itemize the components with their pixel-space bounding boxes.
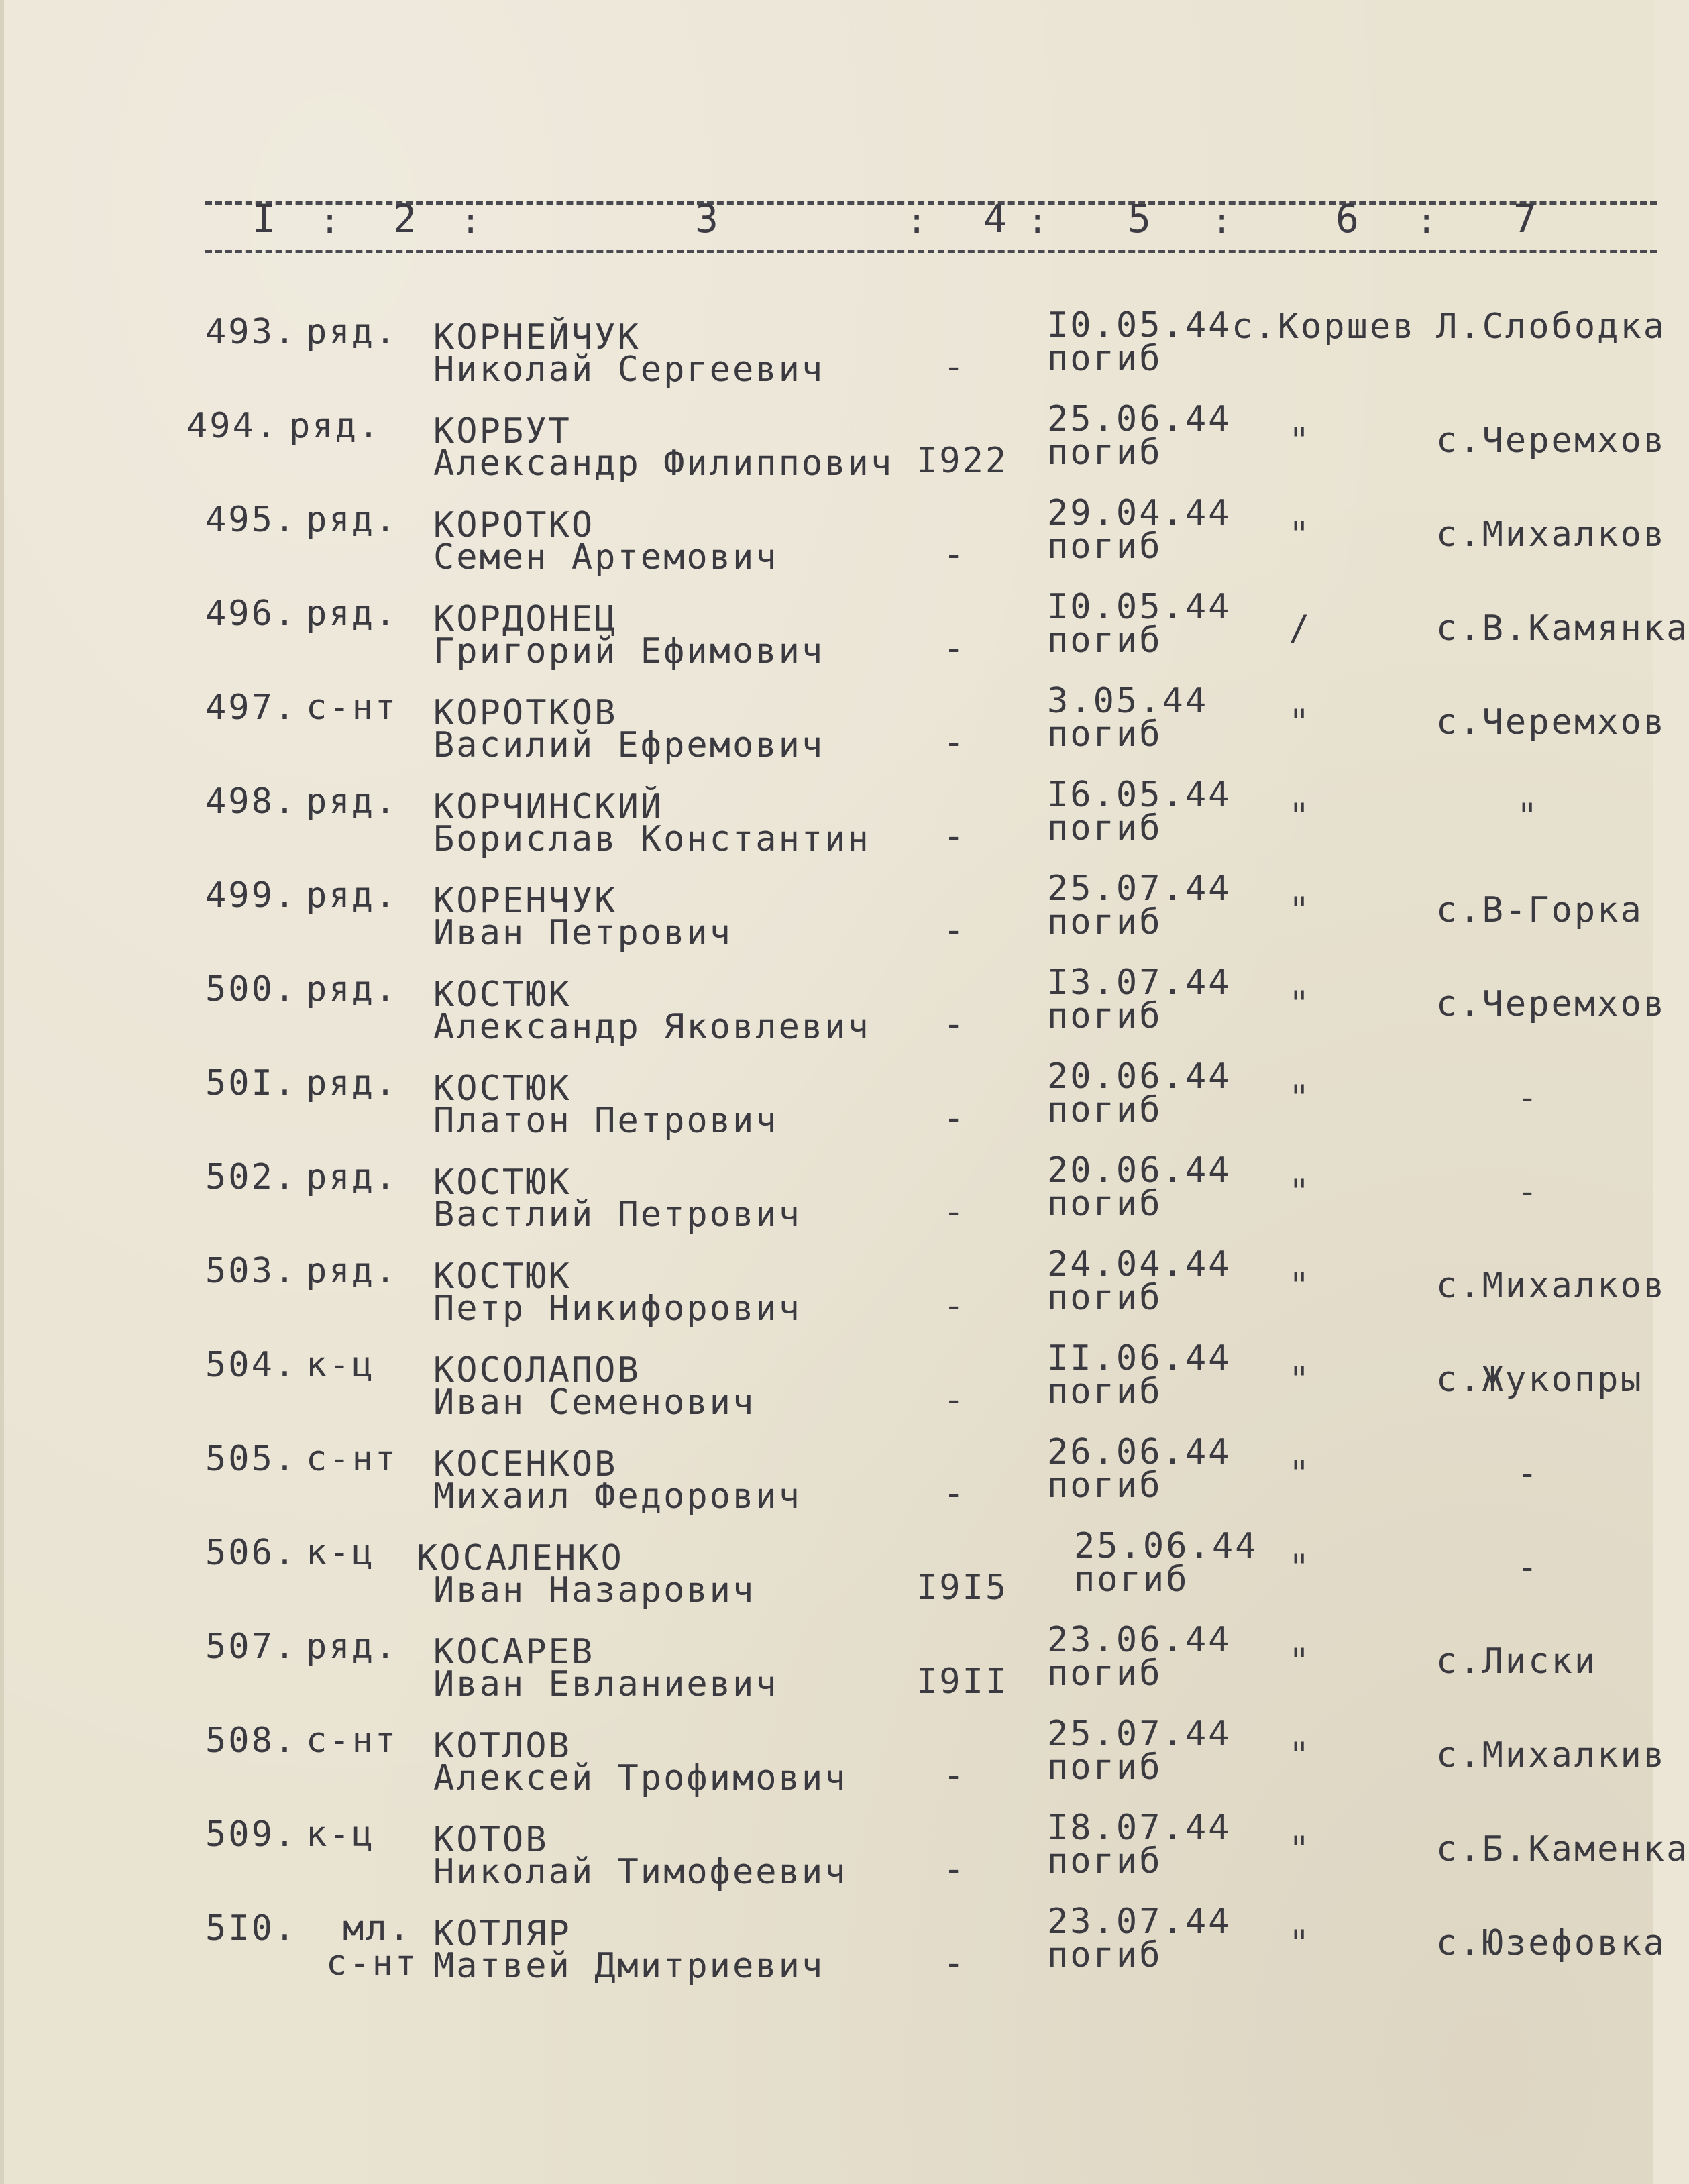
home-address: с.В.Камянка [1436, 608, 1689, 649]
header-top-rule [205, 201, 1657, 205]
table-row [4, 1902, 1667, 1996]
death-date: 20.06.44 [1047, 1056, 1232, 1097]
home-address: с.Б.Каменка [1436, 1829, 1689, 1869]
entry-number: 495. [205, 500, 298, 540]
military-rank: ряд. [306, 1627, 398, 1667]
fate: погиб [1047, 527, 1162, 567]
death-date: I8.07.44 [1047, 1808, 1232, 1848]
home-address: с.Михалкив [1436, 1735, 1667, 1776]
header-separator: : [1211, 201, 1233, 241]
fate: погиб [1047, 1747, 1162, 1788]
burial-place: " [1289, 1923, 1312, 1963]
burial-place: " [1289, 514, 1312, 555]
header-col-4: 4 [983, 196, 1007, 241]
home-address: Л.Слободка [1436, 307, 1667, 347]
death-date: 25.06.44 [1074, 1526, 1258, 1566]
military-rank: с-нт [306, 1439, 398, 1479]
given-name: Николай Тимофеевич [433, 1852, 848, 1892]
birth-year: I9II [916, 1661, 1009, 1702]
entry-number: 5I0. [205, 1908, 298, 1949]
fate: погиб [1047, 339, 1162, 379]
surname: КОТЛОВ [433, 1726, 571, 1766]
given-name: Николай Сергеевич [433, 349, 825, 390]
entry-number: 493. [205, 312, 298, 352]
table-row [4, 1526, 1657, 1620]
given-name: Борислав Константин [433, 819, 871, 859]
fate: погиб [1047, 1466, 1162, 1506]
home-address: с.Черемхов [1436, 421, 1667, 461]
birth-year: - [943, 629, 967, 669]
burial-place: " [1289, 1641, 1312, 1682]
death-date: 25.07.44 [1047, 1714, 1232, 1754]
birth-year: - [943, 1943, 967, 1983]
table-row [4, 1338, 1657, 1432]
surname: КОРОТКОВ [433, 693, 618, 733]
entry-number: 502. [205, 1157, 298, 1197]
entry-number: 494. [186, 406, 279, 446]
given-name: Платон Петрович [433, 1101, 779, 1141]
table-row [4, 963, 1667, 1056]
military-rank: мл. [343, 1908, 412, 1949]
burial-place: " [1289, 1078, 1312, 1118]
military-rank: с-нт [306, 688, 398, 728]
given-name: Петр Никифорович [433, 1289, 802, 1329]
header-col-7: 7 [1513, 196, 1537, 241]
death-date: I3.07.44 [1047, 963, 1232, 1003]
fate: погиб [1047, 1184, 1162, 1224]
header-col-6: 6 [1336, 196, 1359, 241]
birth-year: - [943, 1286, 967, 1326]
death-date: 23.06.44 [1047, 1620, 1232, 1660]
birth-year: - [943, 1849, 967, 1890]
surname: КОСЕНКОВ [433, 1444, 618, 1484]
surname: КОРДОНЕЦ [433, 599, 618, 639]
table-row [4, 493, 1667, 587]
entry-number: 503. [205, 1251, 298, 1291]
surname: КОРОТКО [433, 505, 595, 545]
military-rank: с-нт [306, 1721, 398, 1761]
home-address: - [1517, 1172, 1540, 1212]
header-col-3: 3 [695, 196, 718, 241]
death-date: I0.05.44 [1047, 587, 1232, 627]
home-address: с.Черемхов [1436, 984, 1667, 1024]
given-name: Матвей Дмитриевич [433, 1946, 825, 1986]
entry-number: 509. [205, 1814, 298, 1855]
military-rank: ряд. [306, 875, 398, 916]
header-bottom-rule [205, 250, 1657, 253]
entry-number: 505. [205, 1439, 298, 1479]
death-date: 25.06.44 [1047, 399, 1232, 439]
table-row [4, 1056, 1657, 1150]
burial-place: " [1289, 1172, 1312, 1212]
given-name: Семен Артемович [433, 537, 779, 578]
fate: погиб [1047, 996, 1162, 1036]
given-name: Вастлий Петрович [433, 1195, 802, 1235]
header-col-2: 2 [393, 196, 417, 241]
home-address: с.Жукопры [1436, 1360, 1643, 1400]
table-row [4, 1150, 1657, 1244]
military-rank: к-ц [306, 1345, 375, 1385]
burial-place: " [1289, 421, 1312, 461]
fate: погиб [1047, 808, 1162, 849]
burial-place: " [1289, 890, 1312, 930]
table-row [4, 681, 1667, 775]
header-separator: : [1416, 201, 1437, 241]
death-date: 26.06.44 [1047, 1432, 1232, 1472]
surname: КОСТЮК [433, 1256, 571, 1297]
military-rank: к-ц [306, 1814, 375, 1855]
home-address: - [1517, 1454, 1540, 1494]
given-name: Иван Назарович [433, 1570, 756, 1610]
death-date: 3.05.44 [1047, 681, 1209, 721]
home-address: с.Юзефовка [1436, 1923, 1667, 1963]
fate: погиб [1047, 902, 1162, 942]
death-date: I6.05.44 [1047, 775, 1232, 815]
home-address: - [1517, 1547, 1540, 1588]
military-rank: ряд. [306, 781, 398, 822]
birth-year: - [943, 347, 967, 387]
header-separator: : [319, 201, 341, 241]
home-address: " [1517, 796, 1540, 836]
fate: погиб [1047, 714, 1162, 755]
table-row [4, 305, 1667, 399]
military-rank: ряд. [306, 1063, 398, 1103]
given-name: Иван Петрович [433, 913, 732, 953]
home-address: с.Михалков [1436, 1266, 1667, 1306]
burial-place: " [1289, 1454, 1312, 1494]
military-rank: ряд. [289, 406, 382, 446]
table-row [4, 1432, 1657, 1526]
entry-number: 507. [205, 1627, 298, 1667]
surname: КОСАРЕВ [433, 1632, 595, 1672]
birth-year: - [943, 722, 967, 763]
given-name: Григорий Ефимович [433, 631, 825, 671]
given-name: Иван Семенович [433, 1382, 756, 1423]
fate: погиб [1047, 433, 1162, 473]
burial-place: " [1289, 702, 1312, 743]
death-date: 23.07.44 [1047, 1902, 1232, 1942]
given-name: Михаил Федорович [433, 1476, 802, 1517]
birth-year: - [943, 1098, 967, 1138]
birth-year: - [943, 1380, 967, 1420]
header-separator: : [1027, 201, 1048, 241]
military-rank: ряд. [306, 969, 398, 1009]
surname: КОСТЮК [433, 1162, 571, 1203]
given-name: Алексей Трофимович [433, 1758, 848, 1798]
birth-year: - [943, 910, 967, 950]
military-rank: ряд. [306, 594, 398, 634]
death-date: 20.06.44 [1047, 1150, 1232, 1191]
fate: погиб [1047, 1278, 1162, 1318]
header-separator: : [460, 201, 482, 241]
entry-number: 506. [205, 1533, 298, 1573]
burial-place: " [1289, 1360, 1312, 1400]
table-row [4, 775, 1657, 869]
home-address: - [1517, 1078, 1540, 1118]
table-row [4, 869, 1657, 963]
burial-place: " [1289, 1735, 1312, 1776]
given-name: Александр Яковлевич [433, 1007, 871, 1047]
burial-place: " [1289, 1829, 1312, 1869]
birth-year: - [943, 1755, 967, 1796]
table-row [4, 1620, 1657, 1714]
burial-place: " [1289, 796, 1312, 836]
birth-year: - [943, 1474, 967, 1514]
death-date: 25.07.44 [1047, 869, 1232, 909]
surname: КОСТЮК [433, 1069, 571, 1109]
entry-number: 50I. [205, 1063, 298, 1103]
death-date: 29.04.44 [1047, 493, 1232, 533]
fate: погиб [1047, 1841, 1162, 1881]
home-address: с.Михалков [1436, 514, 1667, 555]
entry-number: 497. [205, 688, 298, 728]
table-row [4, 587, 1689, 681]
header-col-5: 5 [1128, 196, 1151, 241]
entry-number: 508. [205, 1721, 298, 1761]
birth-year: I9I5 [916, 1568, 1009, 1608]
table-row [4, 1244, 1667, 1338]
surname: КОРНЕЙЧУК [433, 317, 641, 358]
home-address: с.В-Горка [1436, 890, 1643, 930]
entry-number: 504. [205, 1345, 298, 1385]
surname: КОТОВ [433, 1820, 549, 1860]
surname: КОСТЮК [433, 975, 571, 1015]
header-col-1: I [252, 196, 276, 241]
burial-place: " [1289, 984, 1312, 1024]
surname: КОСАЛЕНКО [417, 1538, 624, 1578]
burial-place: " [1289, 1547, 1312, 1588]
burial-place: с.Коршев [1232, 307, 1416, 347]
entry-number: 499. [205, 875, 298, 916]
death-date: 24.04.44 [1047, 1244, 1232, 1285]
fate: погиб [1047, 1653, 1162, 1694]
entry-number: 496. [205, 594, 298, 634]
home-address: с.Черемхов [1436, 702, 1667, 743]
burial-place: / [1289, 608, 1312, 649]
given-name: Василий Ефремович [433, 725, 825, 765]
military-rank: ряд. [306, 1157, 398, 1197]
home-address: с.Лиски [1436, 1641, 1598, 1682]
military-rank: ряд. [306, 500, 398, 540]
fate: погиб [1047, 1935, 1162, 1975]
table-row [4, 1808, 1689, 1902]
surname: КОСОЛАПОВ [433, 1350, 641, 1390]
birth-year: - [943, 535, 967, 575]
military-rank-line2: с-нт [326, 1943, 419, 1983]
entry-number: 498. [205, 781, 298, 822]
fate: погиб [1047, 1372, 1162, 1412]
table-row [4, 1714, 1667, 1808]
table-row [4, 399, 1667, 493]
military-rank: к-ц [306, 1533, 375, 1573]
entry-number: 500. [205, 969, 298, 1009]
military-rank: ряд. [306, 1251, 398, 1291]
given-name: Александр Филиппович [433, 443, 894, 484]
birth-year: I922 [916, 441, 1009, 481]
surname: КОРБУТ [433, 411, 571, 451]
birth-year: - [943, 816, 967, 857]
birth-year: - [943, 1192, 967, 1232]
fate: погиб [1047, 620, 1162, 661]
header-separator: : [906, 201, 928, 241]
fate: погиб [1047, 1090, 1162, 1130]
fate: погиб [1074, 1560, 1189, 1600]
military-rank: ряд. [306, 312, 398, 352]
burial-place: " [1289, 1266, 1312, 1306]
surname: КОТЛЯР [433, 1914, 571, 1954]
given-name: Иван Евланиевич [433, 1664, 779, 1704]
death-date: II.06.44 [1047, 1338, 1232, 1378]
birth-year: - [943, 1004, 967, 1044]
surname: КОРЕНЧУК [433, 881, 618, 921]
surname: КОРЧИНСКИЙ [433, 787, 664, 827]
death-date: I0.05.44 [1047, 305, 1232, 345]
